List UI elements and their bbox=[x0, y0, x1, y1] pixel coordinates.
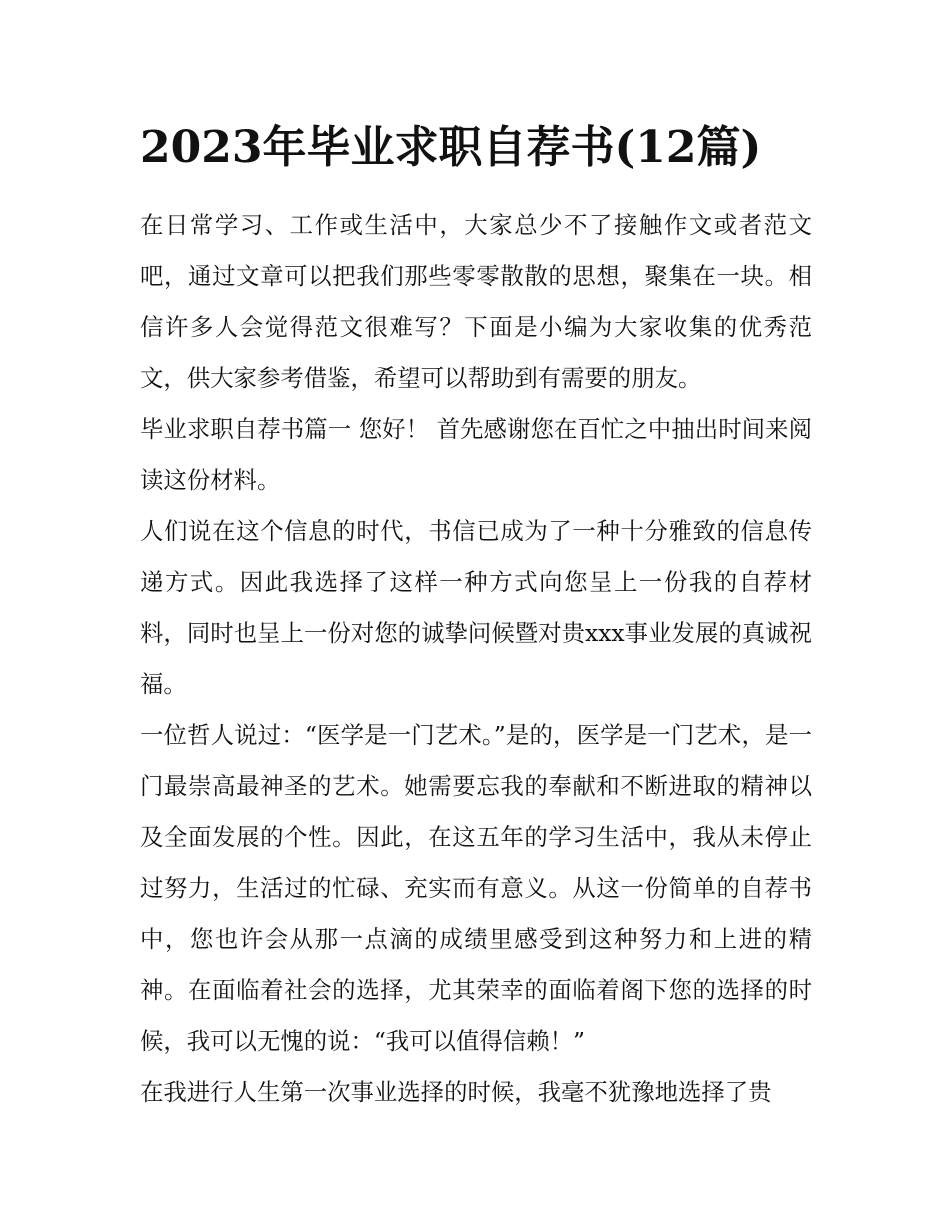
document-body bbox=[140, 200, 812, 1118]
paragraph-greeting: 毕业求职自荐书篇一 您好！ 首先感谢您在百忙之中抽出时间来阅读这份材料。 bbox=[140, 415, 812, 494]
paragraph-career-choice: 在我进行人生第一次事业选择的时候，我毫不犹豫地选择了贵 bbox=[140, 1078, 772, 1106]
document-title: 2023年毕业求职自荐书(12篇) bbox=[140, 122, 762, 173]
paragraph-intro: 在日常学习、工作或生活中，大家总少不了接触作文或者范文吧，通过文章可以把我们那些零零散散的思想，聚集在一块。相信许多人会觉得范文很难写？下面是小编为大家收集的优秀范文，供大家参考借鉴，希望可以帮助到有需要的朋友。 bbox=[140, 211, 812, 392]
paragraph-medicine-art: 一位哲人说过：“医学是一门艺术。”是的，医学是一门艺术，是一门最崇高最神圣的艺术。她需要忘我的奉献和不断进取的精神以及全面发展的个性。因此，在这五年的学习生活中，我从未停止过努力，生活过的忙碌、充实而有意义。从这一份简单的自荐书中，您也许会从那一点滴的成绩里感受到这种努力和上进的精神。在面临着社会的选择，尤其荣幸的面临着阁下您的选择的时候，我可以无愧的说：“我可以值得信赖！” bbox=[140, 721, 812, 1055]
paragraph-information-age: 人们说在这个信息的时代，书信已成为了一种十分雅致的信息传递方式。因此我选择了这样一种方式向您呈上一份我的自荐材料，同时也呈上一份对您的诚挚问候暨对贵xxx事业发展的真诚祝福。 bbox=[140, 517, 812, 698]
